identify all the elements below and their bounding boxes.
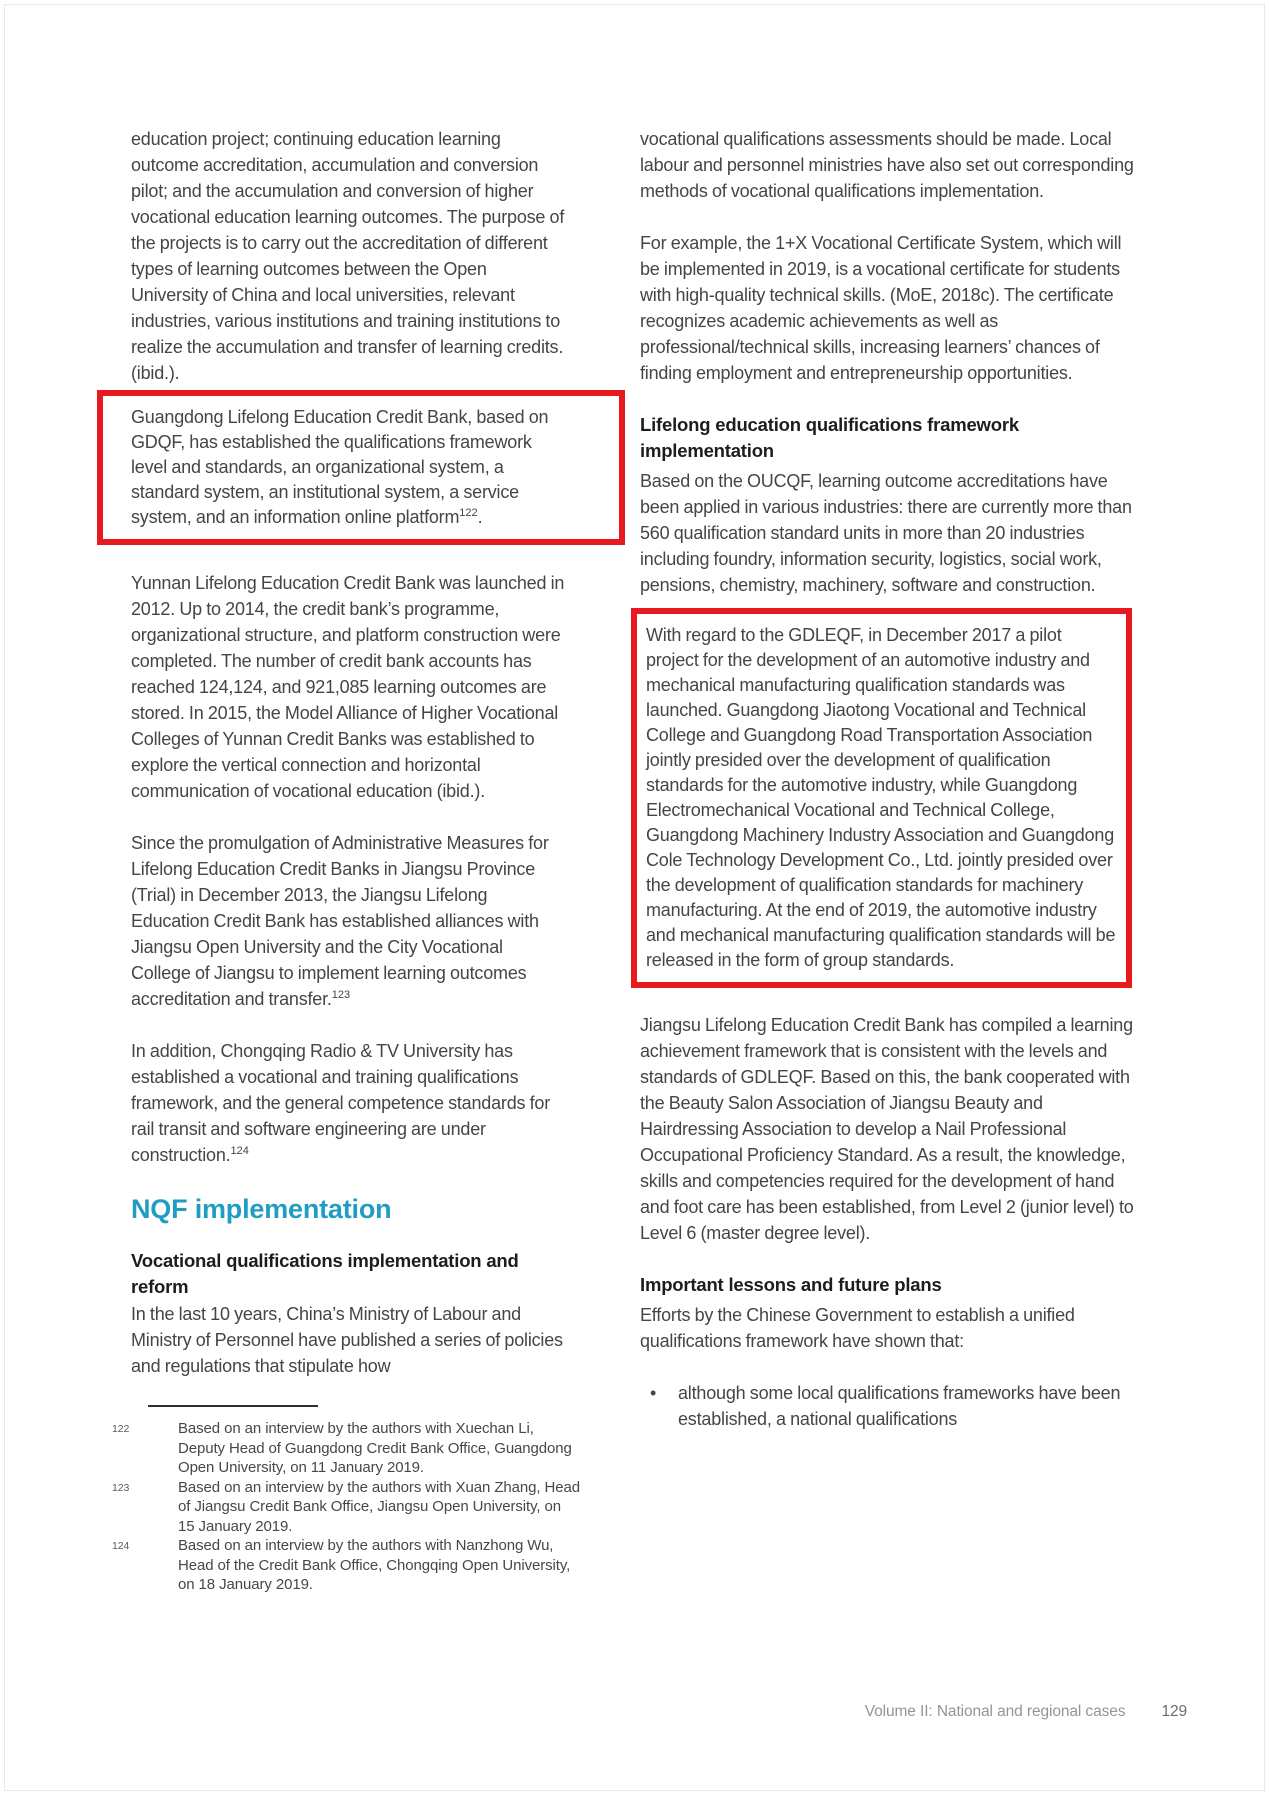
left-column (112, 126, 580, 1595)
red-highlight-box-right (631, 608, 1132, 988)
body-text: Guangdong Lifelong Education Credit Bank, based on GDQF, has established the qualifications framework level and standards, an organizational system, a standard system, an institutional system, a service system, and an information online platform (131, 407, 549, 527)
body-text: In addition, Chongqing Radio & TV University has established a vocational and training qualifications framework, and the general competence standards for rail transit and software engineering are under construction. (131, 1041, 551, 1165)
footnote-item (110, 1536, 580, 1595)
bullet-item (640, 1380, 1134, 1432)
footer-label: Volume II: National and regional cases (864, 1703, 1126, 1720)
paragraph: Yunnan Lifelong Education Credit Bank was launched in 2012. Up to 2014, the credit bank’s programme, organizational structure, and platform construction were completed. The number of credit bank accounts has reached 124,124, and 921,085 learning outcomes are stored. In 2015, the Model Alliance of Higher Vocational Colleges of Yunnan Credit Banks was established to explore the vertical connection and horizontal communication of vocational education (ibid.). (131, 573, 565, 801)
sub-heading-lifelong-education-framework: Lifelong education qualifications framework implementation (640, 414, 1019, 461)
footnote-number: 122 (112, 1423, 130, 1435)
paragraph: vocational qualifications assessments should be made. Local labour and personnel ministries have also set out corresponding methods of vocational qualifications implementation. (640, 129, 1134, 201)
highlighted-paragraph (131, 405, 567, 530)
paragraph: Efforts by the Chinese Government to establish a unified qualifications framework have shown that: (640, 1305, 1075, 1351)
paragraph (131, 830, 565, 1012)
footnote-item (110, 1419, 580, 1478)
paragraph: Jiangsu Lifelong Education Credit Bank has compiled a learning achievement framework that is consistent with the levels and standards of GDLEQF. Based on this, the bank cooperated with the Beauty Salon Association of Jiangsu Beauty and Hairdressing Association to develop a Nail Professional Occupational Proficiency Standard. As a result, the knowledge, skills and competencies required for the development of hand and foot care has been established, from Level 2 (junior level) to Level 6 (master degree level). (640, 1015, 1134, 1243)
body-text: . (477, 507, 483, 527)
paragraph (131, 1038, 565, 1168)
section-heading-nqf-implementation: NQF implementation (131, 1194, 392, 1224)
footnotes-section (110, 1405, 580, 1595)
bullet-marker: • (650, 1383, 657, 1403)
highlighted-paragraph: With regard to the GDLEQF, in December 2017 a pilot project for the development of an automotive industry and mechanical manufacturing qualification standards was launched. Guangdong Jiaotong Vocational and Technical College and Guangdong Road Transportation Association jointly presided over the development of qualification standards for the automotive industry, while Guangdong Electromechanical Vocational and Technical College, Guangdong Machinery Industry Association and Guangdong Cole Technology Development Co., Ltd. jointly presided over the development of qualification standards for machinery manufacturing. At the end of 2019, the automotive industry and mechanical manufacturing qualification standards will be released in the form of group standards. (646, 625, 1116, 970)
paragraph: In the last 10 years, China’s Ministry of Labour and Ministry of Personnel have published a series of policies and regulations that stipulate how (131, 1304, 563, 1376)
page-footer (865, 1703, 1187, 1721)
paragraph: For example, the 1+X Vocational Certificate System, which will be implemented in 2019, is a vocational certificate for students with high-quality technical skills. (MoE, 2018c). The certificate recognizes academic achievements as well as professional/technical skills, increasing learners’ chances of finding employment and entrepreneurship opportunities. (640, 233, 1122, 383)
right-column (640, 126, 1134, 1458)
sub-heading-important-lessons: Important lessons and future plans (640, 1274, 942, 1295)
footnote-number: 124 (112, 1540, 130, 1552)
footnote-text: Based on an interview by the authors with Xuechan Li, Deputy Head of Guangdong Credit Bank Office, Guangdong Open University, on 11 January 2019. (178, 1420, 572, 1476)
footnote-item (110, 1478, 580, 1537)
footnote-text: Based on an interview by the authors with Xuan Zhang, Head of Jiangsu Credit Bank Office, Jiangsu Open University, on 15 January 2019. (178, 1478, 580, 1535)
body-text: Since the promulgation of Administrative Measures for Lifelong Education Credit Banks in Jiangsu Province (Trial) in December 2013, the Jiangsu Lifelong Education Credit Bank has established alliances with Jiangsu Open University and the City Vocational College of Jiangsu to implement learning outcomes accreditation and transfer. (131, 833, 549, 1009)
red-highlight-box-left (97, 390, 625, 545)
footnote-number: 123 (112, 1481, 130, 1494)
sub-heading-vocational-qualifications: Vocational qualifications implementation and reform (131, 1250, 519, 1297)
page-number: 129 (1161, 1703, 1187, 1720)
footnote-text: Based on an interview by the authors with Nanzhong Wu, Head of the Credit Bank Office, Chongqing Open University, on 18 January 2019. (178, 1537, 571, 1593)
footnote-divider (148, 1405, 318, 1407)
footnote-ref-superscript: 122 (459, 507, 478, 519)
bullet-text: although some local qualifications frameworks have been established, a national qualifications (678, 1383, 1121, 1429)
footnote-ref-superscript: 123 (331, 989, 351, 1001)
paragraph: education project; continuing education learning outcome accreditation, accumulation and conversion pilot; and the accumulation and conversion of higher vocational education learning outcomes. The purpose of the projects is to carry out the accreditation of different types of learning outcomes between the Open University of China and local universities, relevant industries, various institutions and training institutions to realize the accumulation and transfer of learning credits. (ibid.). (131, 129, 565, 383)
paragraph: Based on the OUCQF, learning outcome accreditations have been applied in various industries: there are currently more than 560 qualification standard units in more than 20 industries including foundry, information security, logistics, social work, pensions, chemistry, machinery, software and construction. (640, 471, 1132, 595)
footnote-ref-superscript: 124 (230, 1145, 249, 1157)
